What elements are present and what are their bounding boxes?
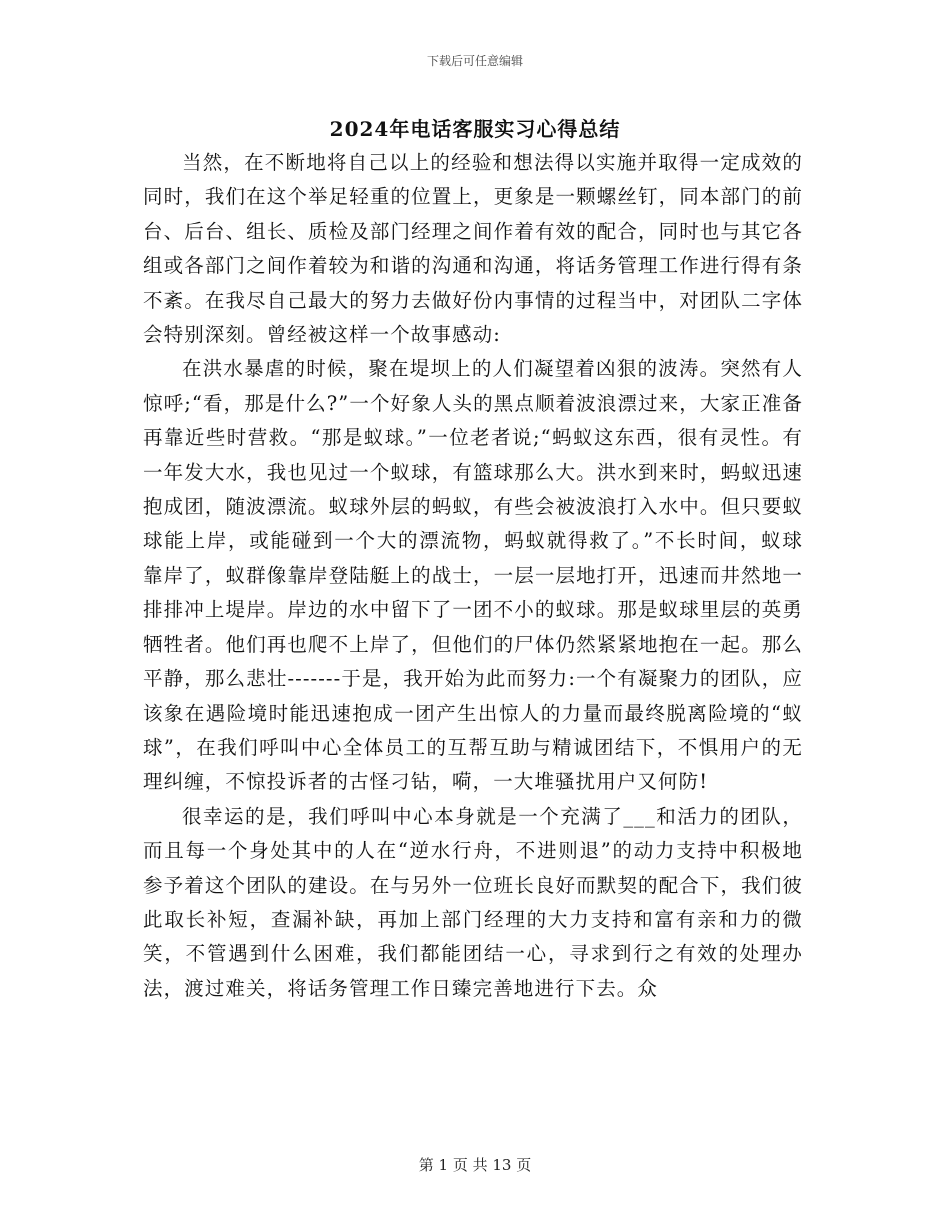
page-header: 下载后可任意编辑: [426, 54, 523, 68]
page-number-footer: 第 1 页 共 13 页: [418, 1156, 532, 1174]
paragraph-1: 当然，在不断地将自己以上的经验和想法得以实施并取得一定成效的同时，我们在这个举足轻重的位置上，更象是一颗螺丝钉，同本部门的前台、后台、组长、质检及部门经理之间作着有效的配合，同时也与其它各组或各部门之间作着较为和谐的沟通和沟通，将话务管理工作进行得有条不紊。在我尽自己最大的努力去做好份内事情的过程当中，对团队二字体会特别深刻。曾经被这样一个故事感动:: [143, 151, 803, 347]
document-title: 2024年电话客服实习心得总结: [329, 117, 621, 141]
document-body: [143, 146, 803, 1006]
paragraph-2: 在洪水暴虐的时候，聚在堤坝上的人们凝望着凶狠的波涛。突然有人惊呼;“看，那是什么?”一个好象人头的黑点顺着波浪漂过来，大家正准备再靠近些时营救。“那是蚁球。”一位老者说;“蚂蚁这东西，很有灵性。有一年发大水，我也见过一个蚁球，有篮球那么大。洪水到来时，蚂蚁迅速抱成团，随波漂流。蚁球外层的蚂蚁，有些会被波浪打入水中。但只要蚁球能上岸，或能碰到一个大的漂流物，蚂蚁就得救了。”不长时间，蚁球靠岸了，蚁群像靠岸登陆艇上的战士，一层一层地打开，迅速而井然地一排排冲上堤岸。岸边的水中留下了一团不小的蚁球。那是蚁球里层的英勇牺牲者。他们再也爬不上岸了，但他们的尸体仍然紧紧地抱在一起。那么平静，那么悲壮-------于是，我开始为此而努力:一个有凝聚力的团队，应该象在遇险境时能迅速抱成一团产生出惊人的力量而最终脱离险境的“蚁球”，在我们呼叫中心全体员工的互帮互助与精诚团结下，不惧用户的无理纠缠，不惊投诉者的古怪刁钻，嗬，一大堆骚扰用户又何防!: [143, 357, 803, 794]
paragraph-3: 很幸运的是，我们呼叫中心本身就是一个充满了___和活力的团队，而且每一个身处其中的人在“逆水行舟，不进则退”的动力支持中积极地参予着这个团队的建设。在与另外一位班长良好而默契的配合下，我们彼此取长补短，查漏补缺，再加上部门经理的大力支持和富有亲和力的微笑，不管遇到什么困难，我们都能团结一心，寻求到行之有效的处理办法，渡过难关，将话务管理工作日臻完善地进行下去。众: [143, 804, 803, 1000]
